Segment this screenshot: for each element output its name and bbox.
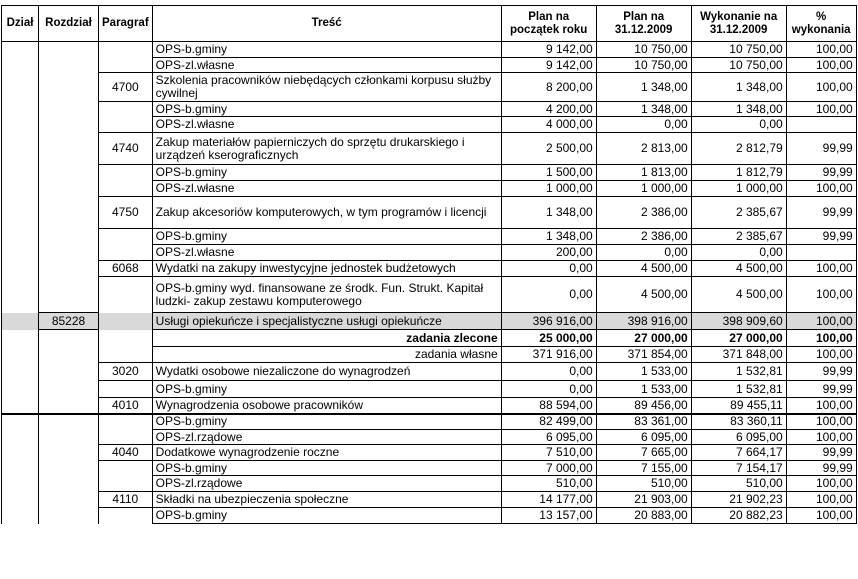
cell-tresc: OPS-zl.własne [152,245,501,261]
cell-tresc: OPS-zl.rządowe [152,476,501,492]
cell-plan-start: 1 348,00 [501,197,596,229]
cell-plan-start: 0,00 [501,381,596,398]
cell-plan-end: 0,00 [596,117,691,133]
cell-tresc: OPS-b.gminy [152,102,501,117]
cell-plan-start: 1 000,00 [501,181,596,197]
header-percent: % wykonania [786,6,856,42]
cell-execution: 6 095,00 [691,430,786,445]
cell-tresc: OPS-zl.rządowe [152,430,501,445]
cell-rozdzial [39,476,99,492]
cell-percent: 99,99 [786,363,856,381]
cell-tresc: OPS-zl.własne [152,58,501,73]
cell-percent: 100,00 [786,414,856,430]
cell-percent [786,245,856,261]
cell-plan-start: 9 142,00 [501,58,596,73]
cell-tresc: Zakup materiałów papierniczych do sprzętu drukarskiego i urządzeń kserograficznych [152,133,501,165]
cell-rozdzial [39,381,99,398]
cell-paragraf [99,58,153,73]
cell-percent: 99,99 [786,445,856,461]
cell-paragraf [99,430,153,445]
cell-plan-start: 1 500,00 [501,165,596,181]
header-plan-end: Plan na 31.12.2009 [596,6,691,42]
cell-execution: 0,00 [691,117,786,133]
cell-plan-end: 21 903,00 [596,492,691,508]
cell-execution: 4 500,00 [691,277,786,313]
cell-dzial [2,445,39,461]
cell-plan-end: 1 000,00 [596,181,691,197]
cell-plan-start: 200,00 [501,245,596,261]
table-row [2,476,857,492]
cell-paragraf: 4750 [99,197,153,229]
cell-percent: 100,00 [786,398,856,414]
cell-tresc: OPS-b.gminy wyd. finansowane ze środk. Fun. Strukt. Kapitał ludzki- zakup zestawu komputerowego [152,277,501,313]
table-row [2,58,857,73]
cell-percent: 99,99 [786,133,856,165]
cell-dzial [2,330,39,347]
cell-rozdzial: 85228 [39,313,99,330]
cell-paragraf: 4700 [99,73,153,102]
cell-percent: 100,00 [786,181,856,197]
cell-dzial [2,165,39,181]
cell-plan-start: 9 142,00 [501,42,596,58]
cell-tresc: zadania własne [152,347,501,363]
cell-tresc: OPS-b.gminy [152,461,501,476]
cell-rozdzial [39,414,99,430]
cell-plan-end: 371 854,00 [596,347,691,363]
cell-rozdzial [39,261,99,277]
budget-table [1,5,857,524]
cell-percent: 100,00 [786,330,856,347]
cell-paragraf [99,245,153,261]
cell-plan-end: 398 916,00 [596,313,691,330]
cell-dzial [2,181,39,197]
cell-percent: 100,00 [786,430,856,445]
table-row [2,414,857,430]
cell-percent: 100,00 [786,277,856,313]
cell-plan-end: 2 813,00 [596,133,691,165]
cell-paragraf [99,165,153,181]
cell-dzial [2,277,39,313]
table-row [2,73,857,102]
cell-rozdzial [39,430,99,445]
cell-paragraf [99,476,153,492]
cell-rozdzial [39,445,99,461]
cell-execution: 20 882,23 [691,508,786,524]
table-row [2,430,857,445]
cell-tresc: Wynagrodzenia osobowe pracowników [152,398,501,414]
cell-dzial [2,508,39,524]
cell-rozdzial [39,508,99,524]
cell-plan-end: 89 456,00 [596,398,691,414]
table-row [2,229,857,245]
cell-execution: 2 385,67 [691,229,786,245]
table-row [2,245,857,261]
cell-dzial [2,461,39,476]
cell-execution: 1 532,81 [691,381,786,398]
cell-rozdzial [39,133,99,165]
cell-execution: 21 902,23 [691,492,786,508]
cell-paragraf: 6068 [99,261,153,277]
table-row [2,42,857,58]
cell-dzial [2,102,39,117]
cell-plan-end: 83 361,00 [596,414,691,430]
table-row [2,102,857,117]
cell-tresc: Wydatki na zakupy inwestycyjne jednostek budżetowych [152,261,501,277]
cell-execution: 510,00 [691,476,786,492]
header-dzial: Dział [2,6,39,42]
table-row [2,277,857,313]
cell-percent: 100,00 [786,492,856,508]
cell-plan-end: 1 813,00 [596,165,691,181]
cell-rozdzial [39,461,99,476]
cell-tresc: OPS-b.gminy [152,42,501,58]
cell-percent: 100,00 [786,102,856,117]
cell-percent: 99,99 [786,381,856,398]
cell-execution: 398 909,60 [691,313,786,330]
cell-execution: 1 348,00 [691,73,786,102]
table-row [2,381,857,398]
cell-dzial [2,398,39,414]
cell-paragraf: 3020 [99,363,153,381]
cell-plan-end: 6 095,00 [596,430,691,445]
cell-execution: 89 455,11 [691,398,786,414]
cell-tresc: Składki na ubezpieczenia społeczne [152,492,501,508]
cell-dzial [2,476,39,492]
cell-plan-start: 4 200,00 [501,102,596,117]
cell-paragraf [99,330,153,347]
cell-plan-end: 0,00 [596,245,691,261]
cell-paragraf [99,229,153,245]
cell-paragraf [99,117,153,133]
cell-dzial [2,363,39,381]
cell-plan-start: 88 594,00 [501,398,596,414]
header-tresc: Treść [152,6,501,42]
cell-rozdzial [39,398,99,414]
cell-tresc: Szkolenia pracowników niebędących członkami korpusu służby cywilnej [152,73,501,102]
header-row [2,6,857,42]
table-row [2,445,857,461]
cell-rozdzial [39,197,99,229]
cell-rozdzial [39,102,99,117]
cell-tresc: OPS-b.gminy [152,165,501,181]
cell-percent: 100,00 [786,261,856,277]
cell-rozdzial [39,58,99,73]
cell-plan-start: 371 916,00 [501,347,596,363]
cell-paragraf [99,42,153,58]
cell-execution: 7 154,17 [691,461,786,476]
cell-tresc: zadania zlecone [152,330,501,347]
cell-rozdzial [39,117,99,133]
cell-execution: 83 360,11 [691,414,786,430]
table-row [2,330,857,347]
cell-dzial [2,133,39,165]
cell-paragraf [99,277,153,313]
cell-rozdzial [39,330,99,347]
cell-execution: 10 750,00 [691,42,786,58]
cell-rozdzial [39,363,99,381]
cell-rozdzial [39,165,99,181]
cell-rozdzial [39,229,99,245]
table-row [2,492,857,508]
cell-plan-start: 7 000,00 [501,461,596,476]
cell-plan-end: 4 500,00 [596,277,691,313]
table-row [2,197,857,229]
cell-execution: 10 750,00 [691,58,786,73]
cell-tresc: Dodatkowe wynagrodzenie roczne [152,445,501,461]
cell-plan-end: 1 348,00 [596,102,691,117]
cell-plan-start: 8 200,00 [501,73,596,102]
cell-dzial [2,261,39,277]
cell-paragraf: 4740 [99,133,153,165]
cell-dzial [2,414,39,430]
cell-plan-start: 0,00 [501,261,596,277]
cell-plan-end: 2 386,00 [596,229,691,245]
cell-rozdzial [39,73,99,102]
cell-tresc: OPS-zl.własne [152,117,501,133]
cell-tresc: OPS-b.gminy [152,381,501,398]
cell-percent [786,117,856,133]
header-rozdzial: Rozdział [39,6,99,42]
cell-percent: 99,99 [786,197,856,229]
cell-tresc: OPS-b.gminy [152,414,501,430]
cell-rozdzial [39,42,99,58]
table-row [2,261,857,277]
cell-percent: 100,00 [786,476,856,492]
cell-execution: 2 385,67 [691,197,786,229]
cell-execution: 2 812,79 [691,133,786,165]
cell-execution: 27 000,00 [691,330,786,347]
cell-rozdzial [39,245,99,261]
cell-dzial [2,229,39,245]
cell-plan-end: 2 386,00 [596,197,691,229]
cell-execution: 7 664,17 [691,445,786,461]
cell-plan-end: 20 883,00 [596,508,691,524]
cell-dzial [2,117,39,133]
header-execution: Wykonanie na 31.12.2009 [691,6,786,42]
cell-paragraf [99,181,153,197]
cell-plan-end: 4 500,00 [596,261,691,277]
cell-plan-start: 6 095,00 [501,430,596,445]
cell-rozdzial [39,347,99,363]
table-row [2,117,857,133]
cell-percent: 99,99 [786,229,856,245]
cell-tresc: Wydatki osobowe niezaliczone do wynagrodzeń [152,363,501,381]
cell-percent: 100,00 [786,42,856,58]
cell-percent: 100,00 [786,313,856,330]
cell-dzial [2,245,39,261]
cell-plan-start: 0,00 [501,277,596,313]
cell-paragraf [99,461,153,476]
cell-plan-start: 4 000,00 [501,117,596,133]
cell-execution: 4 500,00 [691,261,786,277]
cell-rozdzial [39,181,99,197]
cell-plan-start: 396 916,00 [501,313,596,330]
cell-paragraf [99,381,153,398]
cell-paragraf [99,313,153,330]
cell-tresc: OPS-b.gminy [152,508,501,524]
cell-plan-start: 14 177,00 [501,492,596,508]
cell-execution: 1 348,00 [691,102,786,117]
cell-plan-start: 510,00 [501,476,596,492]
cell-dzial [2,58,39,73]
cell-percent: 100,00 [786,58,856,73]
cell-tresc: Zakup akcesoriów komputerowych, w tym programów i licencji [152,197,501,229]
cell-percent: 99,99 [786,165,856,181]
cell-plan-start: 0,00 [501,363,596,381]
cell-percent: 100,00 [786,347,856,363]
cell-plan-start: 13 157,00 [501,508,596,524]
header-paragraf: Paragraf [99,6,153,42]
cell-plan-end: 7 665,00 [596,445,691,461]
cell-plan-end: 1 533,00 [596,363,691,381]
cell-plan-start: 1 348,00 [501,229,596,245]
header-plan-start: Plan na początek roku [501,6,596,42]
cell-paragraf [99,508,153,524]
cell-paragraf: 4010 [99,398,153,414]
cell-paragraf [99,102,153,117]
cell-plan-end: 1 533,00 [596,381,691,398]
cell-dzial [2,42,39,58]
table-row [2,133,857,165]
table-row [2,347,857,363]
cell-plan-end: 27 000,00 [596,330,691,347]
cell-plan-start: 2 500,00 [501,133,596,165]
table-row [2,181,857,197]
cell-plan-end: 1 348,00 [596,73,691,102]
cell-dzial [2,347,39,363]
cell-percent: 99,99 [786,461,856,476]
cell-plan-end: 7 155,00 [596,461,691,476]
table-row [2,363,857,381]
cell-execution: 1 532,81 [691,363,786,381]
cell-paragraf: 4110 [99,492,153,508]
cell-paragraf [99,347,153,363]
table-body [2,42,857,524]
table-row [2,461,857,476]
table-row [2,508,857,524]
cell-tresc: OPS-b.gminy [152,229,501,245]
cell-dzial [2,381,39,398]
cell-percent: 100,00 [786,73,856,102]
table-row [2,313,857,330]
cell-tresc: Usługi opiekuńcze i specjalistyczne usługi opiekuńcze [152,313,501,330]
cell-plan-end: 510,00 [596,476,691,492]
cell-paragraf: 4040 [99,445,153,461]
table-row [2,398,857,414]
cell-execution: 371 848,00 [691,347,786,363]
cell-dzial [2,313,39,330]
cell-dzial [2,73,39,102]
cell-plan-end: 10 750,00 [596,58,691,73]
cell-execution: 1 812,79 [691,165,786,181]
cell-execution: 0,00 [691,245,786,261]
cell-rozdzial [39,277,99,313]
cell-plan-start: 25 000,00 [501,330,596,347]
cell-plan-start: 7 510,00 [501,445,596,461]
cell-dzial [2,430,39,445]
cell-plan-end: 10 750,00 [596,42,691,58]
cell-percent: 100,00 [786,508,856,524]
cell-tresc: OPS-zl.własne [152,181,501,197]
cell-paragraf [99,414,153,430]
cell-dzial [2,492,39,508]
cell-rozdzial [39,492,99,508]
cell-dzial [2,197,39,229]
table-row [2,165,857,181]
cell-execution: 1 000,00 [691,181,786,197]
cell-plan-start: 82 499,00 [501,414,596,430]
